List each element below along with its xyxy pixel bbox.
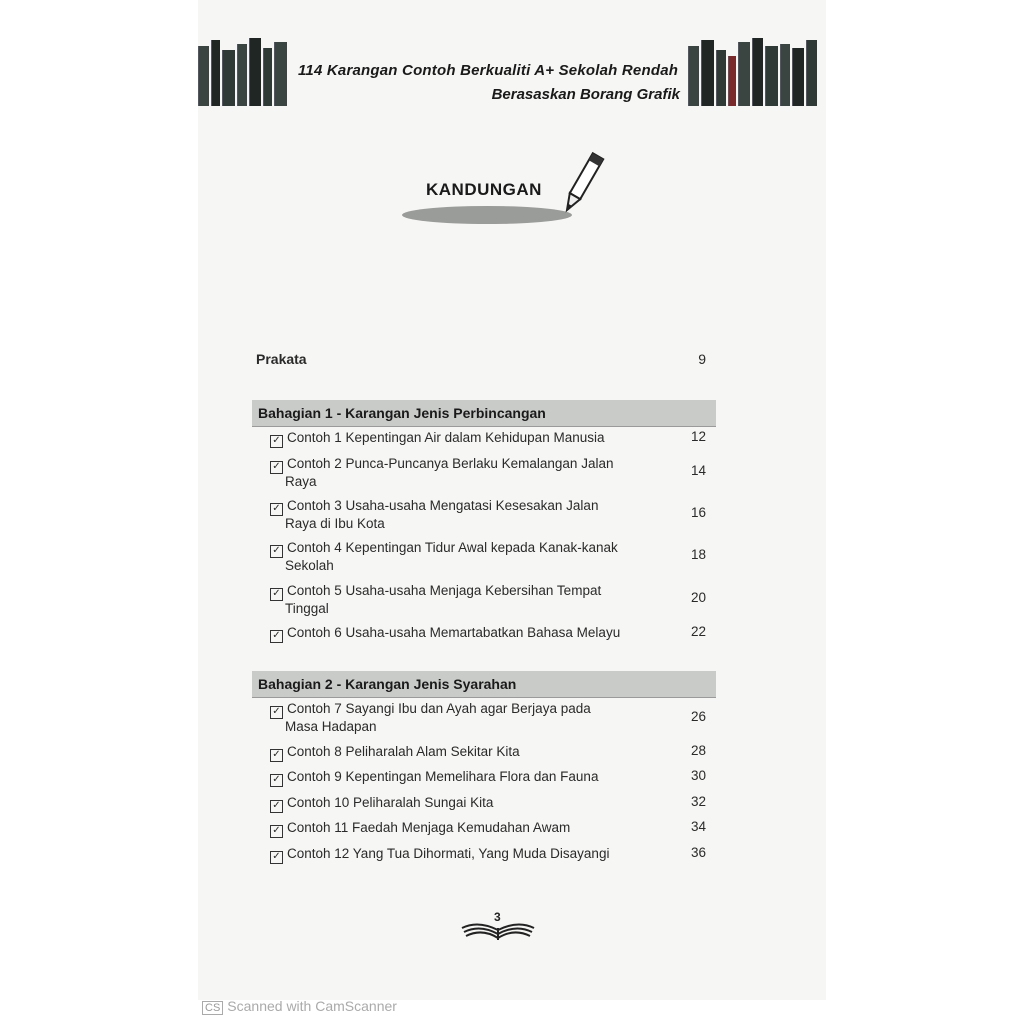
section-title: Bahagian 1 - Karangan Jenis Perbincangan bbox=[258, 405, 546, 421]
header-title-band bbox=[290, 48, 686, 106]
entry-page: 18 bbox=[690, 547, 706, 562]
entry-title: Contoh 12 Yang Tua Dihormati, Yang Muda Disayangi bbox=[287, 846, 610, 861]
entry-title: Contoh 4 Kepentingan Tidur Awal kepada Kanak-kanak bbox=[287, 540, 618, 555]
checkbox-checked-icon: ✓ bbox=[270, 461, 283, 474]
entry-page: 26 bbox=[690, 709, 706, 724]
entry-title-continued: Raya bbox=[285, 474, 317, 489]
entry-page: 22 bbox=[690, 624, 706, 639]
entry-title: Contoh 9 Kepentingan Memelihara Flora dan Fauna bbox=[287, 769, 599, 784]
book-subtitle: Berasaskan Borang Grafik bbox=[491, 86, 680, 103]
entry-title: Contoh 3 Usaha-usaha Mengatasi Kesesakan Jalan bbox=[287, 498, 599, 513]
bookshelf-right-icon bbox=[688, 38, 826, 106]
entry-page: 16 bbox=[690, 505, 706, 520]
section-header-2 bbox=[252, 671, 716, 698]
heading-underline-ellipse bbox=[402, 206, 572, 224]
entry-title: Contoh 2 Punca-Puncanya Berlaku Kemalangan Jalan bbox=[287, 456, 614, 471]
bookshelf-left-icon bbox=[198, 38, 288, 106]
entry-page: 32 bbox=[690, 794, 706, 809]
entry-page: 28 bbox=[690, 743, 706, 758]
entry-page: 12 bbox=[690, 429, 706, 444]
camscanner-logo-icon: CS bbox=[202, 1001, 223, 1015]
entry-page: 20 bbox=[690, 590, 706, 605]
entry-page: 14 bbox=[690, 463, 706, 478]
entry-title: Contoh 5 Usaha-usaha Menjaga Kebersihan Tempat bbox=[287, 583, 602, 598]
book-header bbox=[198, 38, 826, 106]
entry-title-continued: Tinggal bbox=[285, 601, 329, 616]
heading-block bbox=[402, 148, 622, 228]
entry-title-continued: Raya di Ibu Kota bbox=[285, 516, 385, 531]
checkbox-checked-icon: ✓ bbox=[270, 545, 283, 558]
toc-prakata-page: 9 bbox=[698, 351, 706, 367]
entry-page: 34 bbox=[690, 819, 706, 834]
section-header-1 bbox=[252, 400, 716, 427]
entry-title: Contoh 11 Faedah Menjaga Kemudahan Awam bbox=[287, 820, 571, 835]
checkbox-checked-icon: ✓ bbox=[270, 503, 283, 516]
toc-prakata-label: Prakata bbox=[256, 351, 307, 367]
entry-title: Contoh 1 Kepentingan Air dalam Kehidupan Manusia bbox=[287, 430, 605, 445]
entry-page: 36 bbox=[690, 845, 706, 860]
checkbox-checked-icon: ✓ bbox=[270, 630, 283, 643]
checkbox-checked-icon: ✓ bbox=[270, 825, 283, 838]
book-title: 114 Karangan Contoh Berkualiti A+ Sekolah Rendah bbox=[298, 62, 679, 79]
checkbox-checked-icon: ✓ bbox=[270, 851, 283, 864]
pencil-icon bbox=[552, 148, 612, 220]
entry-title: Contoh 7 Sayangi Ibu dan Ayah agar Berjaya pada bbox=[287, 701, 591, 716]
entry-title: Contoh 10 Peliharalah Sungai Kita bbox=[287, 795, 494, 810]
watermark-text: Scanned with CamScanner bbox=[227, 998, 397, 1014]
checkbox-checked-icon: ✓ bbox=[270, 588, 283, 601]
section-title: Bahagian 2 - Karangan Jenis Syarahan bbox=[258, 676, 517, 692]
checkbox-checked-icon: ✓ bbox=[270, 706, 283, 719]
scanner-watermark bbox=[202, 998, 397, 1015]
entry-title: Contoh 6 Usaha-usaha Memartabatkan Bahasa Melayu bbox=[287, 625, 621, 640]
checkbox-checked-icon: ✓ bbox=[270, 774, 283, 787]
page-title: KANDUNGAN bbox=[426, 180, 542, 199]
checkbox-checked-icon: ✓ bbox=[270, 435, 283, 448]
entry-title-continued: Sekolah bbox=[285, 558, 334, 573]
entry-title: Contoh 8 Peliharalah Alam Sekitar Kita bbox=[287, 744, 520, 759]
entry-page: 30 bbox=[690, 768, 706, 783]
page-number: 3 bbox=[494, 910, 501, 924]
checkbox-checked-icon: ✓ bbox=[270, 800, 283, 813]
entry-title-continued: Masa Hadapan bbox=[285, 719, 377, 734]
checkbox-checked-icon: ✓ bbox=[270, 749, 283, 762]
